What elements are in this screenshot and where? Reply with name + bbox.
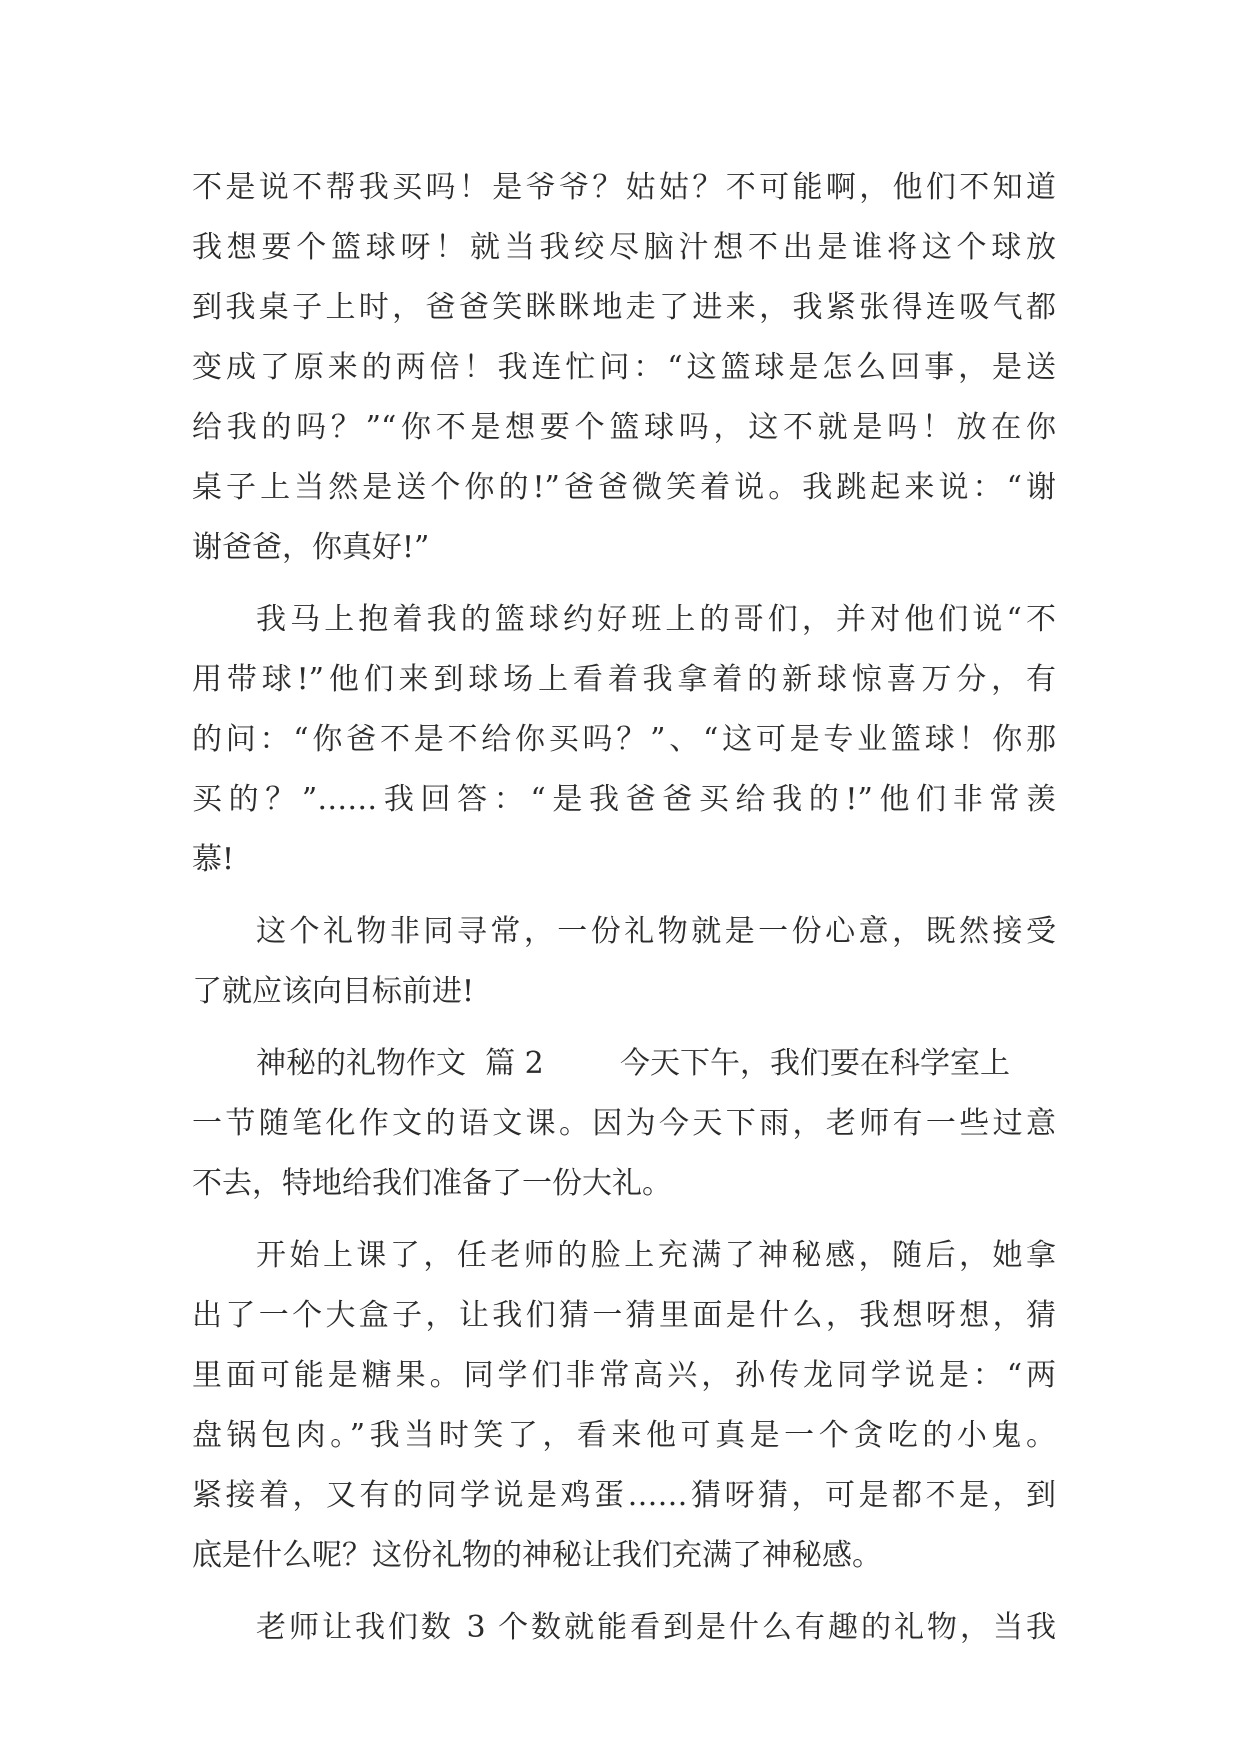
text-line: 桌子上当然是送个你的!”爸爸微笑着说。我跳起来说：“谢 <box>192 470 1056 505</box>
text-line: 老师让我们数 3 个数就能看到是什么有趣的礼物，当我 <box>256 1610 1056 1645</box>
document-body <box>192 158 1056 1658</box>
text-line: 出了一个大盒子，让我们猜一猜里面是什么，我想呀想，猜 <box>192 1298 1056 1333</box>
text-line: 慕! <box>192 842 235 877</box>
text-line: 开始上课了，任老师的脸上充满了神秘感，随后，她拿 <box>256 1238 1056 1273</box>
paragraph-1 <box>192 158 1056 578</box>
text-line: 不是说不帮我买吗！是爷爷？姑姑？不可能啊，他们不知道 <box>192 170 1056 205</box>
paragraph-2 <box>192 590 1056 890</box>
text-line: 底是什么呢？这份礼物的神秘让我们充满了神秘感。 <box>192 1538 882 1573</box>
text-line: 不去，特地给我们准备了一份大礼。 <box>192 1166 672 1201</box>
text-line: 神秘的礼物作文 篇 2 今天下午，我们要在科学室上 <box>256 1046 1010 1081</box>
paragraph-4 <box>192 1034 1056 1214</box>
paragraph-6 <box>192 1598 1056 1658</box>
text-line: 变成了原来的两倍！我连忙问：“这篮球是怎么回事，是送 <box>192 350 1056 385</box>
text-line: 我想要个篮球呀！就当我绞尽脑汁想不出是谁将这个球放 <box>192 230 1056 265</box>
paragraph-5 <box>192 1226 1056 1586</box>
text-line: 这个礼物非同寻常，一份礼物就是一份心意，既然接受 <box>256 914 1056 949</box>
text-line: 给我的吗？”“你不是想要个篮球吗，这不就是吗！放在你 <box>192 410 1056 445</box>
text-line: 紧接着，又有的同学说是鸡蛋……猜呀猜，可是都不是，到 <box>192 1478 1056 1513</box>
text-line: 一节随笔化作文的语文课。因为今天下雨，老师有一些过意 <box>192 1106 1056 1141</box>
text-line: 用带球!”他们来到球场上看着我拿着的新球惊喜万分，有 <box>192 662 1056 697</box>
text-line: 盘锅包肉。”我当时笑了，看来他可真是一个贪吃的小鬼。 <box>192 1418 1056 1453</box>
text-line: 里面可能是糖果。同学们非常高兴，孙传龙同学说是：“两 <box>192 1358 1056 1393</box>
text-line: 的问：“你爸不是不给你买吗？”、“这可是专业篮球！你那 <box>192 722 1056 757</box>
text-line: 我马上抱着我的篮球约好班上的哥们，并对他们说“不 <box>256 602 1056 637</box>
text-line: 到我桌子上时，爸爸笑眯眯地走了进来，我紧张得连吸气都 <box>192 290 1056 325</box>
text-line: 买的？”……我回答：“是我爸爸买给我的!”他们非常羡 <box>192 782 1056 817</box>
paragraph-3 <box>192 902 1056 1022</box>
text-line: 了就应该向目标前进! <box>192 974 475 1009</box>
text-line: 谢爸爸，你真好!” <box>192 530 430 565</box>
